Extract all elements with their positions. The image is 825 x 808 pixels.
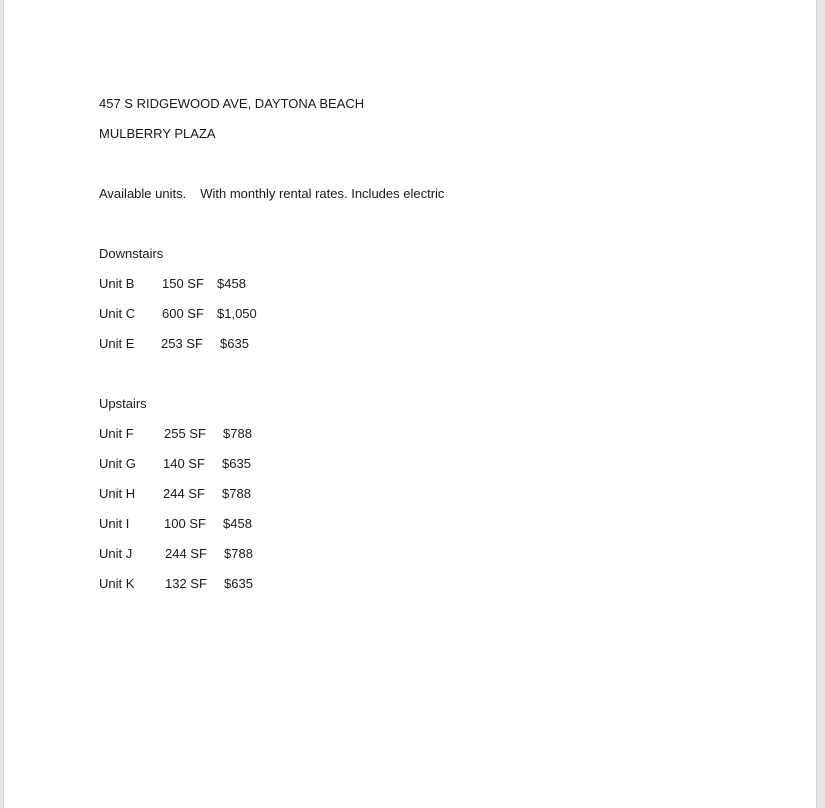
unit-size: 253 SF — [161, 336, 203, 351]
downstairs-heading: Downstairs — [99, 246, 164, 261]
upstairs-heading: Upstairs — [99, 396, 147, 411]
unit-name: Unit C — [99, 306, 136, 321]
intro-detail: With monthly rental rates. Includes electric — [200, 186, 445, 201]
intro-line — [99, 186, 444, 202]
unit-size: 140 SF — [163, 456, 205, 471]
unit-name: Unit K — [99, 576, 135, 591]
unit-rate: $788 — [222, 486, 251, 501]
unit-rate: $1,050 — [217, 306, 257, 321]
unit-rate: $635 — [222, 456, 251, 471]
unit-size: 600 SF — [162, 306, 204, 321]
unit-size: 244 SF — [165, 546, 207, 561]
unit-size: 255 SF — [164, 426, 206, 441]
unit-size: 100 SF — [164, 516, 206, 531]
intro-lead: Available units. — [99, 186, 187, 201]
unit-rate: $635 — [220, 336, 249, 351]
unit-size: 132 SF — [165, 576, 207, 591]
unit-name: Unit J — [99, 546, 133, 561]
unit-rate: $458 — [223, 516, 252, 531]
document-page — [3, 0, 817, 808]
unit-name: Unit B — [99, 276, 135, 291]
unit-rate: $458 — [217, 276, 246, 291]
unit-name: Unit E — [99, 336, 135, 351]
unit-name: Unit G — [99, 456, 136, 471]
plaza-name: MULBERRY PLAZA — [99, 126, 216, 141]
unit-size: 150 SF — [162, 276, 204, 291]
unit-size: 244 SF — [163, 486, 205, 501]
unit-rate: $788 — [224, 546, 253, 561]
unit-rate: $635 — [224, 576, 253, 591]
unit-name: Unit H — [99, 486, 136, 501]
address-line: 457 S RIDGEWOOD AVE, DAYTONA BEACH — [99, 96, 365, 111]
unit-rate: $788 — [223, 426, 252, 441]
unit-name: Unit F — [99, 426, 134, 441]
unit-name: Unit I — [99, 516, 130, 531]
